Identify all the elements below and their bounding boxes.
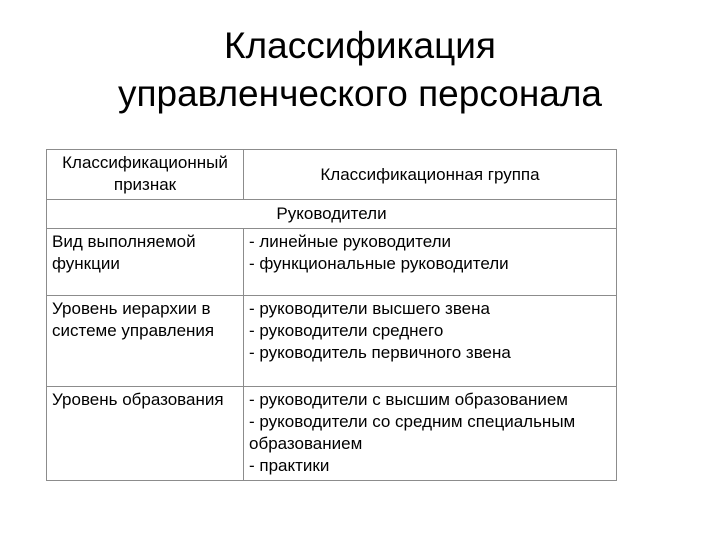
- group-line: образованием: [249, 434, 363, 453]
- group-line: - руководитель первичного звена: [249, 343, 511, 362]
- table-header-row: [47, 150, 617, 200]
- criterion-line: системе управления: [52, 321, 215, 340]
- group-line: - руководители с высшим образованием: [249, 390, 568, 409]
- group-line: - практики: [249, 456, 330, 475]
- header-group: Классификационная группа: [244, 150, 617, 200]
- group-line: - руководители высшего звена: [249, 299, 490, 318]
- page-title: [0, 22, 720, 118]
- group-line: - линейные руководители: [249, 232, 452, 251]
- group-line: - руководители со средним специальным: [249, 412, 576, 431]
- group-cell: [244, 387, 617, 481]
- header-criterion: [47, 150, 244, 200]
- page-title-line-2: управленческого персонала: [117, 73, 603, 114]
- group-cell: [244, 229, 617, 296]
- criterion-cell: [47, 229, 244, 296]
- criterion-line: функции: [52, 254, 120, 273]
- criterion-line: Вид выполняемой: [52, 232, 196, 251]
- section-row: [47, 200, 617, 229]
- group-line: - руководители среднего: [249, 321, 444, 340]
- criterion-line: Уровень образования: [52, 390, 224, 409]
- header-criterion-line: Классификационный: [62, 152, 228, 172]
- table-row: [47, 229, 617, 296]
- page-title-line-1: Классификация: [224, 25, 496, 66]
- table-row: [47, 387, 617, 481]
- criterion-cell: [47, 387, 244, 481]
- table-row: [47, 296, 617, 387]
- header-criterion-line: признак: [113, 174, 177, 194]
- criterion-cell: [47, 296, 244, 387]
- group-line: - функциональные руководители: [249, 254, 509, 273]
- section-title: Руководители: [47, 200, 617, 229]
- criterion-line: Уровень иерархии в: [52, 299, 211, 318]
- group-cell: [244, 296, 617, 387]
- classification-table: [46, 149, 617, 481]
